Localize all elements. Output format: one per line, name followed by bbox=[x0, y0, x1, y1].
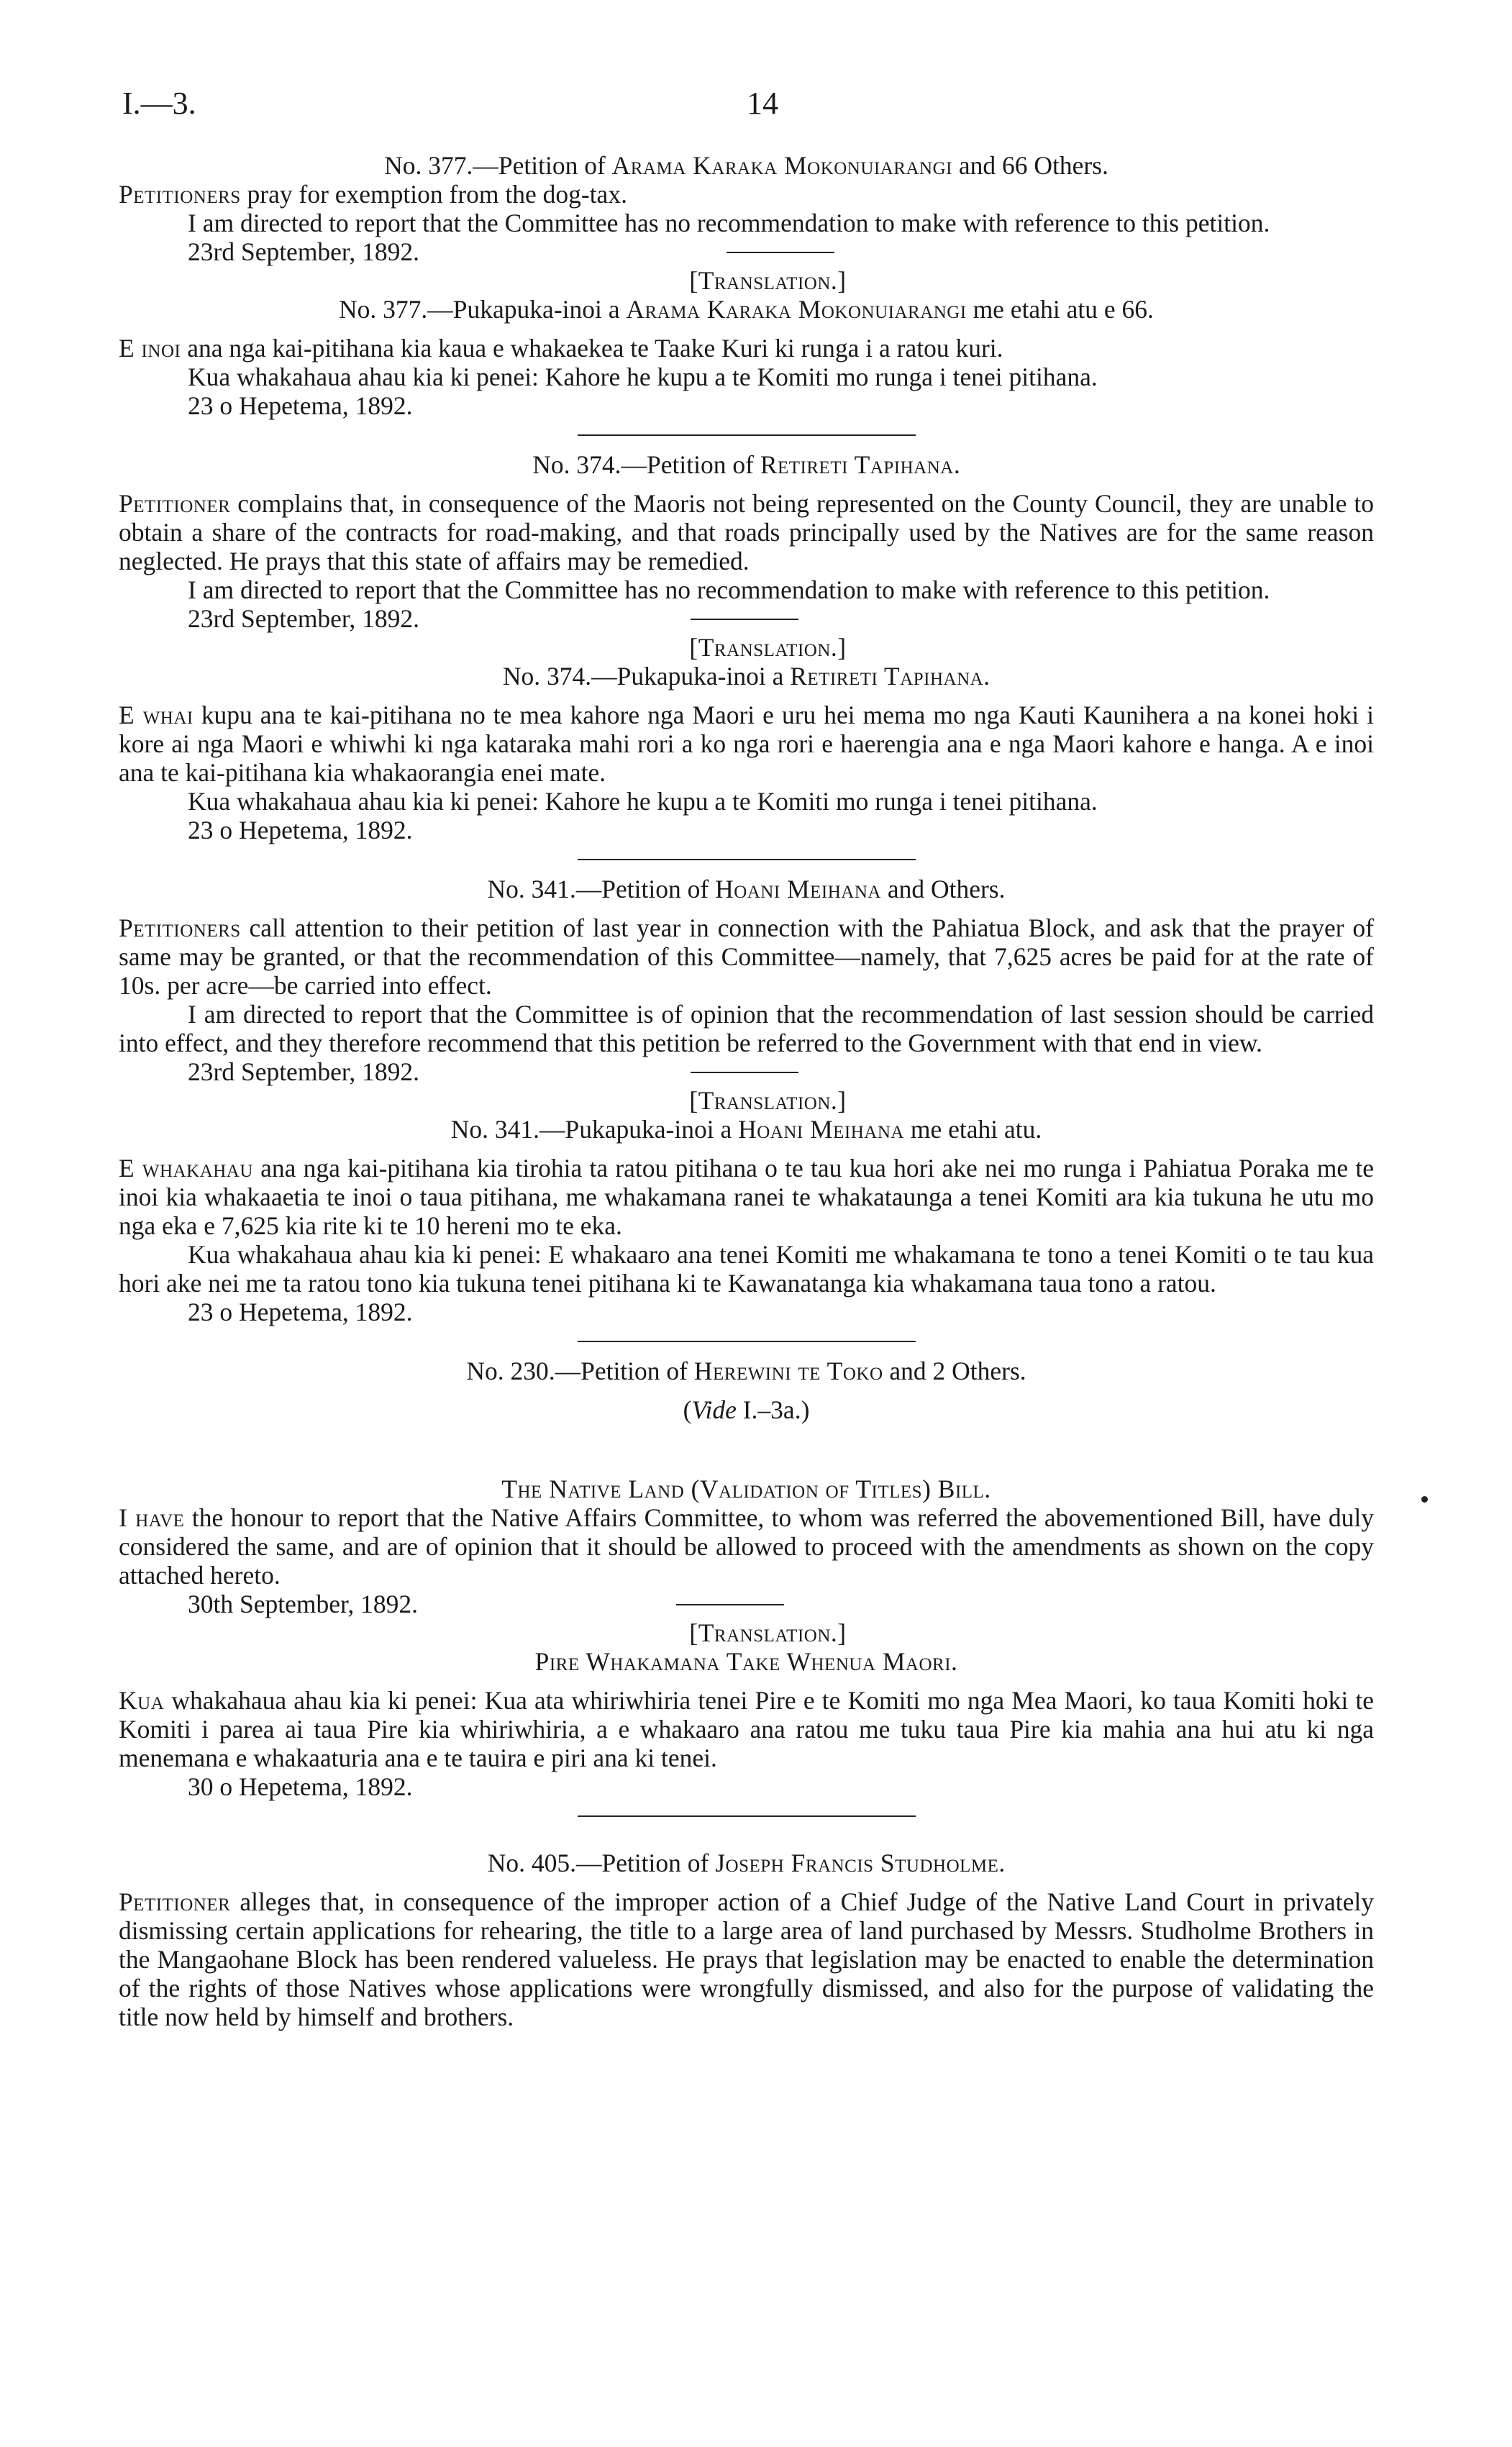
petition-405-allegation: Petitioner alleges that, in consequence of the improper action of a Chief Judge of the Native Land Court in privately dismissing certain applications for rehearing, the title to a large area of land purchased by Messrs. Studholme Brothers in the Mangaohane Block has been rendered valueless. He prays that legislation may be enacted to enable the determination of the rights of those Natives whose applications were wrongfully dismissed, and also for the purpose of validating the title now held by himself and brothers. bbox=[119, 1887, 1374, 2031]
petition-341-report: I am directed to report that the Committee is of opinion that the recommendation of last session should be carried into effect, and they therefore recommend that this petition be referred to the Government with that end in view. bbox=[119, 1000, 1374, 1057]
petition-374-complaint: Petitioner complains that, in consequence of the Maoris not being represented on the County Council, they are unable to obtain a share of the contracts for road-making, and that roads principally used by the Natives are for the same reason neglected. He prays that this state of affairs may be remedied. bbox=[119, 489, 1374, 575]
bill-date-row bbox=[119, 1590, 1374, 1618]
petition-374-translation-date-row bbox=[119, 816, 1374, 844]
translation-label: [Translation.] bbox=[689, 1086, 847, 1115]
petition-341-translation-request: E whakahau ana nga kai-pitihana kia tirohia ta ratou pitihana o te tau kua hori ake nei mo runga i Pahiatua Poraka me te inoi kia whakaaetia te inoi o taua pitihana, me whakamana ranei te whakataunga a tenei Komiti ara kia tukuna he utu mo nga eka e 7,625 kia rite ki te 10 hereni mo te eka. bbox=[119, 1154, 1374, 1240]
petition-374-translation-complaint: E whai kupu ana te kai-pitihana no te mea kahore nga Maori e uru hei mema mo nga Kauti Kaunihera a na konei hoki i kore ai nga Maori e whiwhi ki nga kataraka mahi rori a ko nga rori e haerengia ana e nga Maori kahore e hanga. A e inoi ana te kai-pitihana kia whakaorangia enei mate. bbox=[119, 701, 1374, 787]
petition-230-title: No. 230.—Petition of Herewini te Toko and 2 Others. bbox=[466, 1357, 1026, 1385]
petition-377-translation-title: No. 377.—Pukapuka-inoi a Arama Karaka Mokonuiarangi me etahi atu e 66. bbox=[339, 295, 1154, 324]
page-number: 14 bbox=[747, 86, 778, 121]
petition-374-translation-date: 23 o Hepetema, 1892. bbox=[188, 816, 413, 844]
translation-label: [Translation.] bbox=[689, 633, 847, 662]
bill-date: 30th September, 1892. bbox=[188, 1590, 419, 1618]
margin-dot bbox=[1421, 1496, 1428, 1503]
petition-341-date: 23rd September, 1892. bbox=[188, 1057, 419, 1086]
petition-341-title: No. 341.—Petition of Hoani Meihana and Others. bbox=[487, 875, 1006, 903]
petition-341-translation-report: Kua whakahaua ahau kia ki penei: E whakaaro ana tenei Komiti me whakamana te tono a tenei Komiti o te tau kua hori ake nei me ta ratou tono kia tukuna tenei pitihana ki te Kawanatanga kia whakamana taua tono a ratou. bbox=[119, 1240, 1374, 1298]
bill-title: The Native Land (Validation of Titles) Bill. bbox=[501, 1475, 991, 1503]
petition-377-translation-report: Kua whakahaua ahau kia ki penei: Kahore he kupu a te Komiti mo runga i tenei pitihana. bbox=[188, 363, 1098, 391]
section-divider bbox=[578, 434, 916, 436]
section-divider bbox=[578, 1815, 916, 1817]
bill-translation-date-row bbox=[119, 1772, 1374, 1801]
petition-374-date-row bbox=[119, 604, 1374, 633]
page-reference: I.—3. bbox=[122, 86, 196, 121]
bill-translation-date: 30 o Hepetema, 1892. bbox=[188, 1772, 413, 1801]
petition-374-report: I am directed to report that the Committee has no recommendation to make with reference to this petition. bbox=[188, 575, 1270, 604]
petition-405-title: No. 405.—Petition of Joseph Francis Studholme. bbox=[487, 1849, 1006, 1877]
petition-374-date: 23rd September, 1892. bbox=[188, 604, 419, 633]
divider bbox=[676, 1604, 784, 1605]
divider bbox=[691, 1072, 798, 1073]
translation-label: [Translation.] bbox=[689, 266, 847, 295]
petition-341-request: Petitioners call attention to their petition of last year in connection with the Pahiatua Block, and ask that the prayer of same may be granted, or that the recommendation of this Committee—namely, that 7,625 acres be paid for at the rate of 10s. per acre—be carried into effect. bbox=[119, 913, 1374, 1000]
petition-341-translation-date: 23 o Hepetema, 1892. bbox=[188, 1298, 413, 1326]
bill-translation-title: Pire Whakamana Take Whenua Maori. bbox=[534, 1647, 958, 1676]
translation-label: [Translation.] bbox=[689, 1618, 847, 1647]
document-body bbox=[119, 151, 1374, 2031]
petition-377-translation-date-row bbox=[119, 391, 1374, 420]
petition-377-translation-date: 23 o Hepetema, 1892. bbox=[188, 391, 413, 420]
section-divider bbox=[578, 1341, 916, 1342]
petition-377-date: 23rd September, 1892. bbox=[188, 237, 419, 266]
petition-377-title: No. 377.—Petition of Arama Karaka Mokonuiarangi and 66 Others. bbox=[384, 151, 1108, 180]
petition-377-date-row bbox=[119, 237, 1374, 266]
petition-341-date-row bbox=[119, 1057, 1374, 1086]
petition-377-translation-prayer: E inoi ana nga kai-pitihana kia kaua e whakaekea te Taake Kuri ki runga i a ratou kuri. bbox=[119, 334, 1003, 363]
divider bbox=[727, 252, 834, 253]
divider bbox=[691, 619, 798, 620]
petition-377-prayer: Petitioners pray for exemption from the dog-tax. bbox=[119, 180, 627, 209]
section-divider bbox=[578, 859, 916, 860]
bill-report: I have the honour to report that the Native Affairs Committee, to whom was referred the abovementioned Bill, have duly considered the same, and are of opinion that it should be allowed to proceed with the amendments as shown on the copy attached hereto. bbox=[119, 1503, 1374, 1590]
petition-341-translation-date-row bbox=[119, 1298, 1374, 1326]
petition-341-translation-title: No. 341.—Pukapuka-inoi a Hoani Meihana me etahi atu. bbox=[450, 1115, 1042, 1144]
petition-374-translation-title: No. 374.—Pukapuka-inoi a Retireti Tapihana. bbox=[502, 662, 990, 691]
bill-translation-report: Kua whakahaua ahau kia ki penei: Kua ata whiriwhiria tenei Pire e te Komiti mo nga Mea Maori, ko taua Komiti hoki te Komiti i parea ai taua Pire kia whiriwhiria, a e whakaaro ana ratou me tuku taua Pire kia mahia ana hui atu ki nga menemana e whakaaturia ana e te tauira e piri ana ki tenei. bbox=[119, 1686, 1374, 1772]
petition-374-translation-report: Kua whakahaua ahau kia ki penei: Kahore he kupu a te Komiti mo runga i tenei pitihana. bbox=[188, 787, 1098, 816]
petition-230-vide-reference: (Vide I.–3a.) bbox=[683, 1395, 810, 1424]
petition-374-title: No. 374.—Petition of Retireti Tapihana. bbox=[532, 450, 960, 479]
petition-377-report: I am directed to report that the Committee has no recommendation to make with reference to this petition. bbox=[188, 209, 1270, 237]
